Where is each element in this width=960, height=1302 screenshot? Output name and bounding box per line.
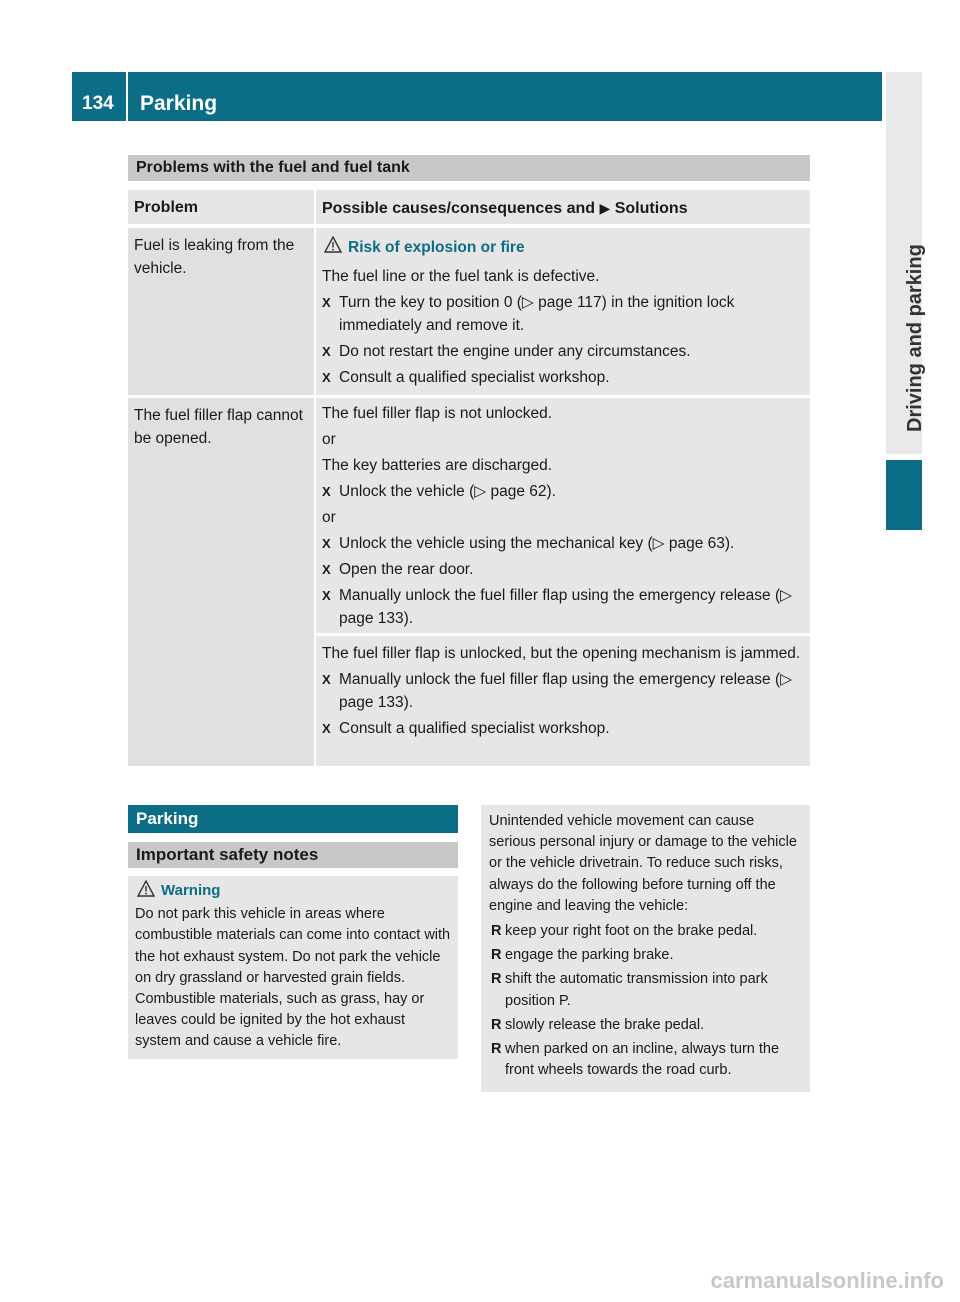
warning-triangle-icon <box>137 880 155 898</box>
row2-step2 <box>322 532 802 555</box>
page-number: 134 <box>72 72 126 121</box>
row1-problem: Fuel is leaking from the vehicle. <box>134 237 295 277</box>
bullet-icon: R <box>491 1041 502 1058</box>
parking-bullet <box>489 1039 804 1081</box>
step-arrow-icon: X <box>322 536 331 551</box>
column-header-solutions <box>316 190 810 224</box>
parking-bullet-text: keep your right foot on the brake pedal. <box>505 923 758 940</box>
parking-warning-text: Do not park this vehicle in areas where combustible materials can come into contact with the hot exhaust system. Do not park the vehicle on dry grassland or harvested grain fields. Combustible materials, such as grass, hay or leaves could be ignited by the hot exhaust system and cause a vehicle fire. <box>135 906 451 1050</box>
row1-solution-cell <box>316 228 810 395</box>
row1-step3 <box>322 366 802 389</box>
row3-step1-text: Manually unlock the fuel filler flap using the emergency release (▷ page 133). <box>339 671 793 711</box>
row1-warning <box>322 236 802 259</box>
bullet-icon: R <box>491 947 502 964</box>
warning-triangle-icon <box>324 236 342 254</box>
watermark: carmanualsonline.info <box>710 1268 944 1293</box>
parking-warning-box <box>128 876 458 1059</box>
row3-cause: The fuel filler flap is unlocked, but the opening mechanism is jammed. <box>322 645 801 662</box>
parking-info-intro: Unintended vehicle movement can cause serious personal injury or damage to the vehicle or the vehicle drivetrain. To reduce such risks, always do the following before turning off the engine and leaving the vehicle: <box>489 813 797 914</box>
row2-step4 <box>322 584 802 630</box>
step-arrow-icon: X <box>322 588 331 603</box>
parking-warning-title: Warning <box>161 882 221 899</box>
row1-step1 <box>322 291 802 337</box>
step-arrow-icon: X <box>322 370 331 385</box>
row1-problem-cell <box>128 228 314 395</box>
row2-or2: or <box>322 509 336 526</box>
row2-cause1: The fuel filler flap is not unlocked. <box>322 405 553 422</box>
page-title: Parking <box>128 72 882 121</box>
row2-step2-text: Unlock the vehicle using the mechanical key (▷ page 63). <box>339 535 735 552</box>
row2-step4-text: Manually unlock the fuel filler flap using the emergency release (▷ page 133). <box>339 587 793 627</box>
section-heading-parking: Parking <box>128 805 458 833</box>
row2-or1: or <box>322 431 336 448</box>
row2-cause2: The key batteries are discharged. <box>322 457 553 474</box>
row2-problem: The fuel filler flap cannot be opened. <box>134 407 303 447</box>
side-tab-label: Driving and parking <box>904 244 926 432</box>
step-arrow-icon: X <box>322 484 331 499</box>
parking-bullet-text: when parked on an incline, always turn the front wheels towards the road curb. <box>505 1041 780 1079</box>
row2-step1 <box>322 480 802 503</box>
subsection-heading-safety: Important safety notes <box>128 842 458 868</box>
step-arrow-icon: X <box>322 344 331 359</box>
parking-bullet <box>489 1015 804 1036</box>
step-arrow-icon: X <box>322 672 331 687</box>
row2-problem-cell <box>128 398 314 766</box>
table-title: Problems with the fuel and fuel tank <box>128 155 810 181</box>
row2-step3 <box>322 558 802 581</box>
row1-step1-text: Turn the key to position 0 (▷ page 117) in the ignition lock immediately and remove it. <box>339 294 735 334</box>
row2-solution-cell <box>316 398 810 633</box>
row3-step1 <box>322 668 802 714</box>
row2-step3-text: Open the rear door. <box>339 561 474 578</box>
side-tab-label-wrap <box>886 72 926 454</box>
solution-arrow-icon: ▶ <box>599 200 611 216</box>
column-header-solutions-suffix: Solutions <box>614 200 688 217</box>
step-arrow-icon: X <box>322 562 331 577</box>
row3-step2 <box>322 717 802 740</box>
parking-bullet-text: slowly release the brake pedal. <box>505 1016 705 1033</box>
parking-bullet-text: shift the automatic transmission into park position P. <box>505 971 768 1009</box>
column-header-problem: Problem <box>128 190 314 224</box>
row1-step2-text: Do not restart the engine under any circumstances. <box>339 343 691 360</box>
parking-info-box <box>481 805 810 1092</box>
parking-warning <box>135 880 452 901</box>
row1-warning-title: Risk of explosion or fire <box>348 239 525 256</box>
bullet-icon: R <box>491 1016 502 1033</box>
column-header-solutions-prefix: Possible causes/consequences and <box>322 200 596 217</box>
row3-solution-cell <box>316 636 810 766</box>
bullet-icon: R <box>491 923 502 940</box>
bullet-icon: R <box>491 971 502 988</box>
row1-step2 <box>322 340 802 363</box>
side-tab-marker <box>886 460 922 530</box>
step-arrow-icon: X <box>322 721 331 736</box>
row3-step2-text: Consult a qualified specialist workshop. <box>339 720 610 737</box>
step-arrow-icon: X <box>322 295 331 310</box>
row1-cause: The fuel line or the fuel tank is defective. <box>322 268 600 285</box>
parking-bullet <box>489 969 804 1011</box>
row1-step3-text: Consult a qualified specialist workshop. <box>339 369 610 386</box>
parking-bullet <box>489 921 804 942</box>
parking-bullet-text: engage the parking brake. <box>505 947 674 964</box>
parking-bullet <box>489 945 804 966</box>
row2-step1-text: Unlock the vehicle (▷ page 62). <box>339 483 556 500</box>
